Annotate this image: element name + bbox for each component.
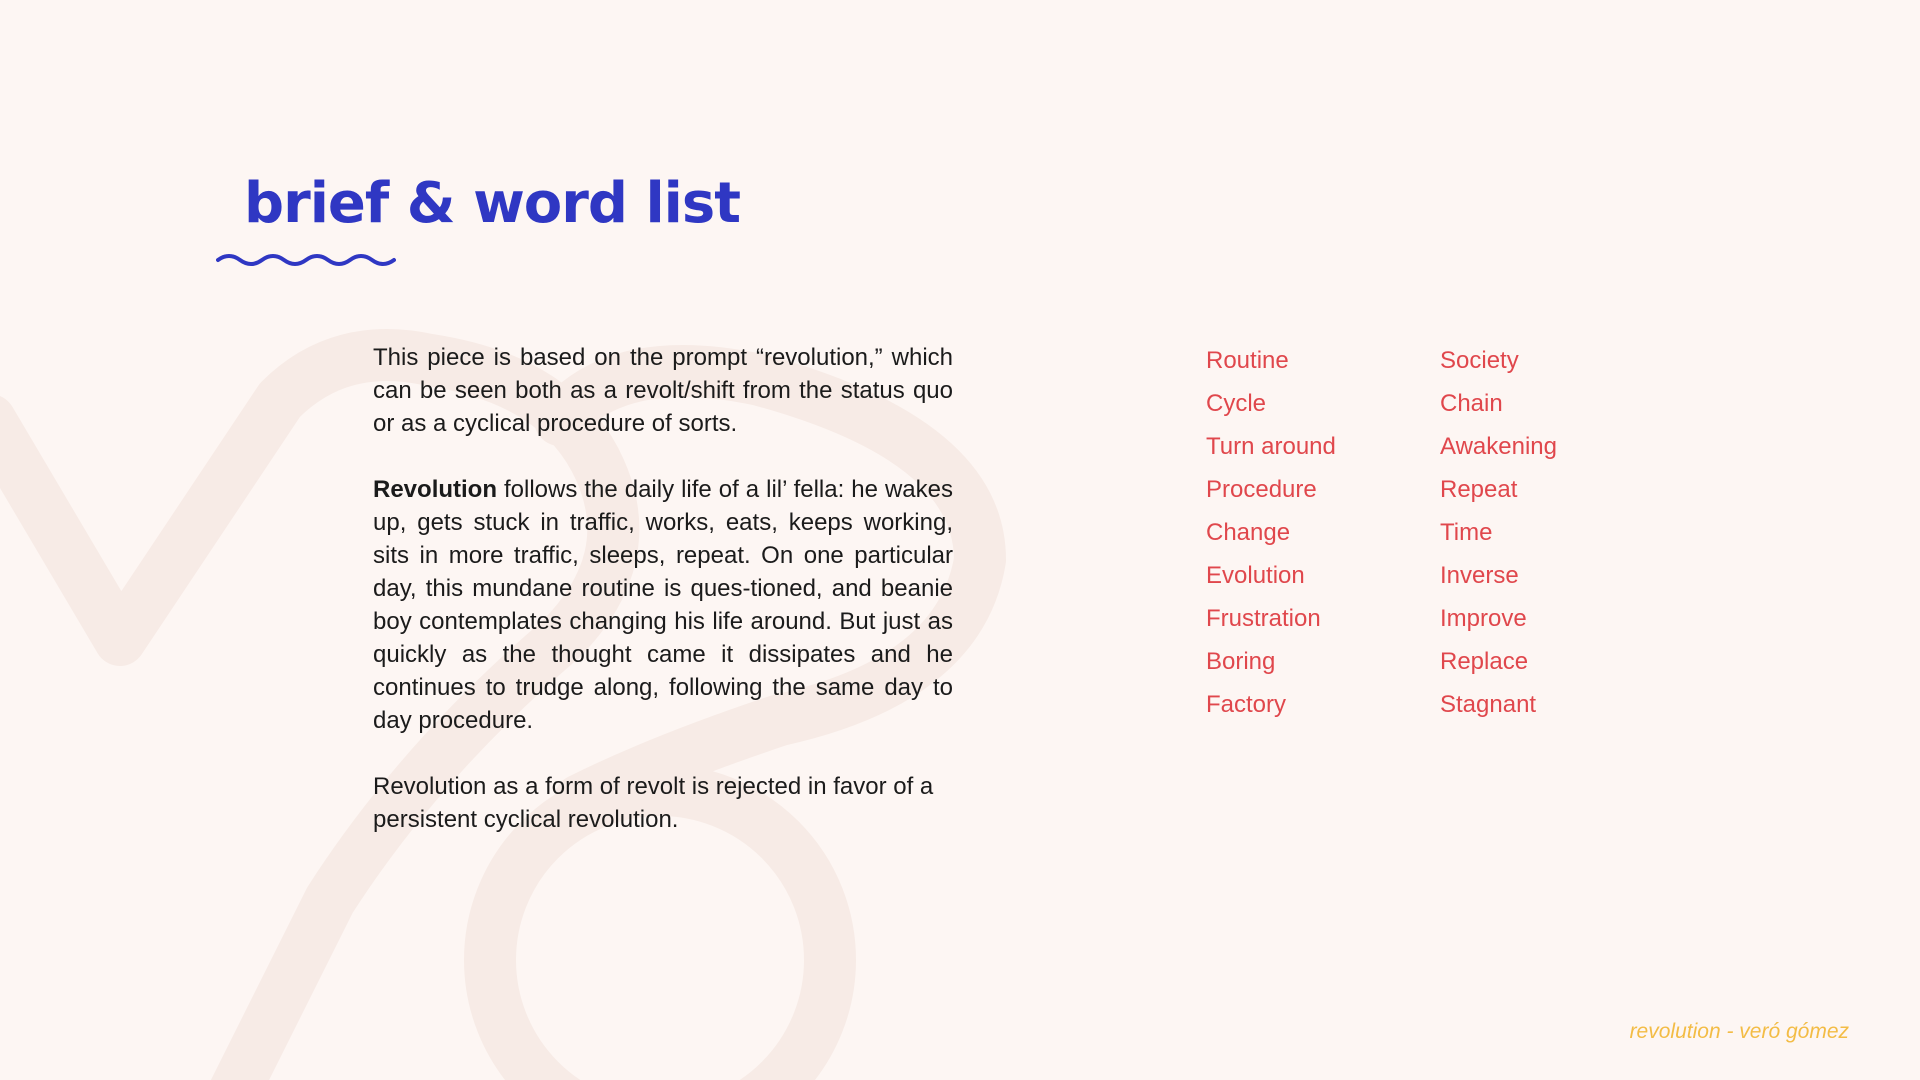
- slide-title: brief & word list: [244, 171, 740, 236]
- word-list-column-1: [1206, 339, 1336, 726]
- brief-paragraph-2: [373, 473, 953, 737]
- word-list-item: Routine: [1206, 347, 1289, 374]
- brief-paragraph-1: This piece is based on the prompt “revolution,” which can be seen both as a revolt/shift from the status quo or as a cyclical procedure of sorts.: [373, 344, 953, 437]
- word-list-item: Procedure: [1206, 476, 1317, 503]
- brief-paragraph-2-bold: Revolution: [373, 476, 497, 503]
- word-list-item: Evolution: [1206, 562, 1305, 589]
- brief-paragraph-2-rest: follows the daily life of a lil’ fella: he wakes up, gets stuck in traffic, works, eats, keeps working, sits in more traffic, sleeps, repeat. On one particular day, this mundane routine is ques-tioned, and beanie boy contemplates changing his life around. But just as quickly as the thought came it dissipates and he continues to trudge along, following the same day to day procedure.: [373, 476, 953, 734]
- word-list-item: Turn around: [1206, 433, 1336, 460]
- word-list-item: Society: [1440, 347, 1519, 374]
- word-list-item: Stagnant: [1440, 691, 1537, 718]
- word-list-item: Time: [1440, 519, 1493, 546]
- word-list-item: Factory: [1206, 691, 1287, 718]
- word-list-item: Chain: [1440, 390, 1503, 417]
- word-list-item: Awakening: [1440, 433, 1557, 460]
- title-squiggle-underline: [216, 250, 396, 270]
- word-list-item: Change: [1206, 519, 1291, 546]
- word-list-item: Frustration: [1206, 605, 1321, 632]
- word-list-item: Replace: [1440, 648, 1529, 675]
- word-list-column-2: [1440, 339, 1557, 726]
- brief-text: [373, 341, 953, 869]
- word-list-item: Cycle: [1206, 390, 1267, 417]
- word-list-item: Boring: [1206, 648, 1276, 675]
- brief-paragraph-3: Revolution as a form of revolt is rejected in favor of a persistent cyclical revolution.: [373, 773, 934, 833]
- word-list-item: Improve: [1440, 605, 1527, 632]
- word-list-item: Repeat: [1440, 476, 1518, 503]
- word-list-item: Inverse: [1440, 562, 1519, 589]
- footer-credit: revolution - veró gómez: [1629, 1020, 1849, 1043]
